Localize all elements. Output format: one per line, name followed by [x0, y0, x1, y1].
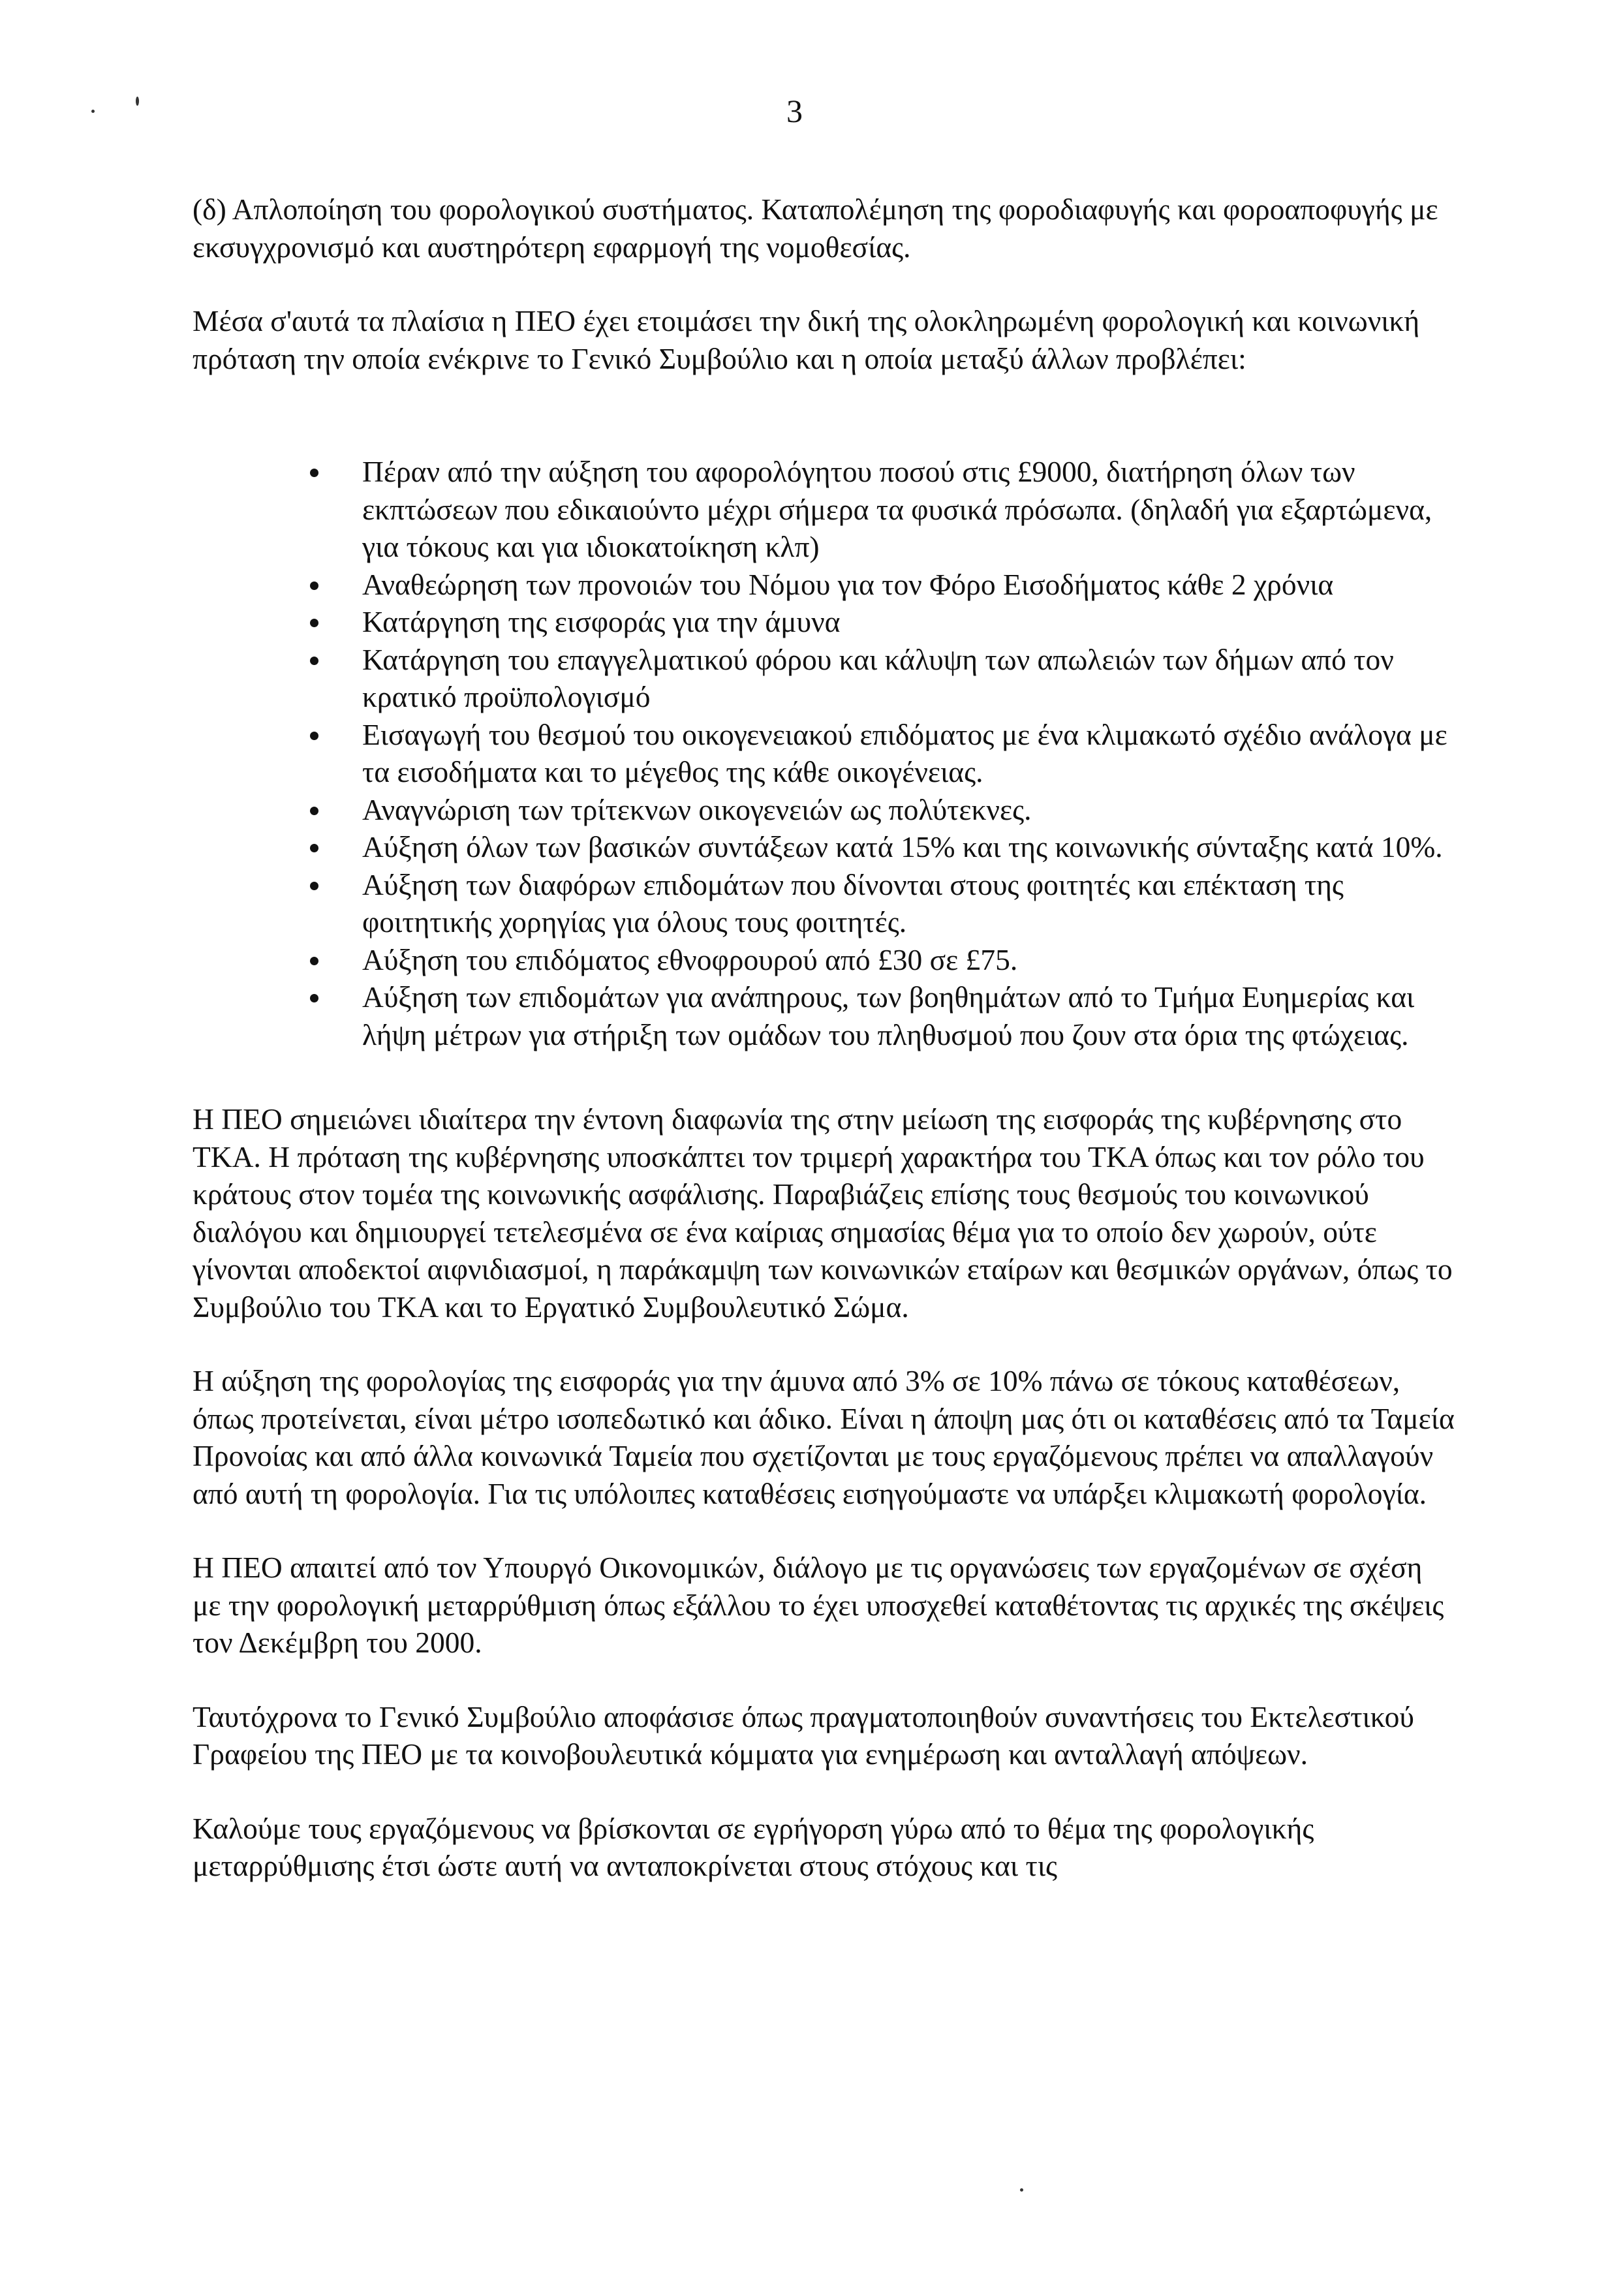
scan-speck: [91, 110, 95, 113]
list-item-text: Κατάργηση του επαγγελματικού φόρου και κάλυψη των απωλειών των δήμων από τον κρατικό προϋπολογισμό: [362, 642, 1394, 713]
list-item: [310, 941, 1455, 979]
scan-speck: [136, 97, 139, 106]
list-item-text: Εισαγωγή του θεσμού του οικογενειακού επιδόματος με ένα κλιμακωτό σχέδιο ανάλογα με τα εισοδήματα και το μέγεθος της κάθε οικογένειας.: [362, 717, 1447, 788]
list-item-text: Αύξηση των επιδομάτων για ανάπηρους, των βοηθημάτων από το Τμήμα Ευημερίας και λήψη μέτρων για στήριξη των ομάδων του πληθυσμού που ζουν στα όρια της φτώχειας.: [362, 980, 1415, 1051]
bullet-icon: [310, 582, 318, 590]
list-item-text: Κατάργηση της εισφοράς για την άμυνα: [362, 605, 841, 638]
document-body: [193, 191, 1455, 1921]
list-item-text: Πέραν από την αύξηση του αφορολόγητου ποσού στις £9000, διατήρηση όλων των εκπτώσεων που εδικαιούντο μέχρι σήμερα τα φυσικά πρόσωπα. (δηλαδή για εξαρτώμενα, για τόκους και για ιδιοκατοίκηση κλπ): [362, 455, 1432, 563]
context-paragraph: Μέσα σ'αυτά τα πλαίσια η ΠΕΟ έχει ετοιμάσει την δική της ολοκληρωμένη φορολογική και κοινωνική πρόταση την οποία ενέκρινε το Γενικό Συμβούλιο και η οποία μεταξύ άλλων προβλέπει:: [193, 304, 1420, 375]
page-number: 3: [786, 93, 803, 129]
proposal-list: [193, 453, 1455, 1053]
list-item: [310, 828, 1455, 866]
list-item: [310, 791, 1455, 829]
list-item-text: Αύξηση των διαφόρων επιδομάτων που δίνονται στους φοιτητές και επέκταση της φοιτητικής χορηγίας για όλους τους φοιτητές.: [362, 867, 1344, 939]
bullet-icon: [310, 657, 318, 665]
body-paragraph: Ταυτόχρονα το Γενικό Συμβούλιο αποφάσισε όπως πραγματοποιηθούν συναντήσεις του Εκτελεστικού Γραφείου της ΠΕΟ με τα κοινοβουλευτικά κόμματα για ενημέρωση και ανταλλαγή απόψεων.: [193, 1699, 1414, 1771]
body-paragraph: Η αύξηση της φορολογίας της εισφοράς για την άμυνα από 3% σε 10% πάνω σε τόκους καταθέσεων, όπως προτείνεται, είναι μέτρο ισοπεδωτικό και άδικο. Είναι η άποψη μας ότι οι καταθέσεις από τα Ταμεία Προνοίας και από άλλα κοινωνικά Ταμεία που σχετίζονται με τους εργαζόμενους πρέπει να απαλλαγούν από αυτή τη φορολογία. Για τις υπόλοιπες καταθέσεις εισηγούμαστε να υπάρξει κλιμακωτή φορολογία.: [193, 1364, 1455, 1510]
intro-paragraph: (δ) Απλοποίηση του φορολογικού συστήματος. Καταπολέμηση της φοροδιαφυγής και φοροαποφυγής με εκσυγχρονισμό και αυστηρότερη εφαρμογή της νομοθεσίας.: [193, 193, 1438, 264]
list-item: [310, 603, 1455, 641]
scan-speck: [1020, 2188, 1023, 2192]
body-paragraph: Καλούμε τους εργαζόμενους να βρίσκονται σε εγρήγορση γύρω από το θέμα της φορολογικής μεταρρύθμισης έτσι ώστε αυτή να ανταποκρίνεται στους στόχους και τις: [193, 1811, 1314, 1882]
bullet-icon: [310, 807, 318, 815]
body-paragraph: Η ΠΕΟ απαιτεί από τον Υπουργό Οικονομικών, διάλογο με τις οργανώσεις των εργαζομένων σε σχέση με την φορολογική μεταρρύθμιση όπως εξάλλου το έχει υποσχεθεί καταθέτοντας τις αρχικές της σκέψεις τον Δεκέμβρη του 2000.: [193, 1551, 1444, 1659]
bullet-icon: [310, 732, 318, 740]
body-paragraph: Η ΠΕΟ σημειώνει ιδιαίτερα την έντονη διαφωνία της στην μείωση της εισφοράς της κυβέρνησης στο ΤΚΑ. Η πρόταση της κυβέρνησης υποσκάπτει τον τριμερή χαρακτήρα του ΤΚΑ όπως και τον ρόλο του κράτους στον τομέα της κοινωνικής ασφάλισης. Παραβιάζεις επίσης τους θεσμούς του κοινωνικού διαλόγου και δημιουργεί τετελεσμένα σε ένα καίριας σημασίας θέμα για το οποίο δεν χωρούν, ούτε γίνονται αποδεκτοί αιφνιδιασμοί, η παράκαμψη των κοινωνικών εταίρων και θεσμικών οργάνων, όπως το Συμβούλιο του ΤΚΑ και το Εργατικό Συμβουλευτικό Σώμα.: [193, 1102, 1453, 1324]
list-item-text: Αύξηση του επιδόματος εθνοφρουρού από £30 σε £75.: [362, 942, 1018, 976]
list-item: [310, 978, 1455, 1053]
bullet-icon: [310, 619, 318, 627]
list-item: [310, 866, 1455, 941]
bullet-icon: [310, 957, 318, 965]
bullet-icon: [310, 469, 318, 477]
list-item-text: Αναγνώριση των τρίτεκνων οικογενειών ως πολύτεκνες.: [362, 792, 1032, 826]
bullet-icon: [310, 844, 318, 852]
bullet-icon: [310, 882, 318, 890]
list-item: [310, 716, 1455, 791]
bullet-icon: [310, 994, 318, 1002]
list-item-text: Αναθεώρηση των προνοιών του Νόμου για τον Φόρο Εισοδήματος κάθε 2 χρόνια: [362, 567, 1334, 601]
list-item-text: Αύξηση όλων των βασικών συντάξεων κατά 15% και της κοινωνικής σύνταξης κατά 10%.: [362, 830, 1443, 863]
list-item: [310, 566, 1455, 604]
list-item: [310, 641, 1455, 716]
list-item: [310, 453, 1455, 566]
